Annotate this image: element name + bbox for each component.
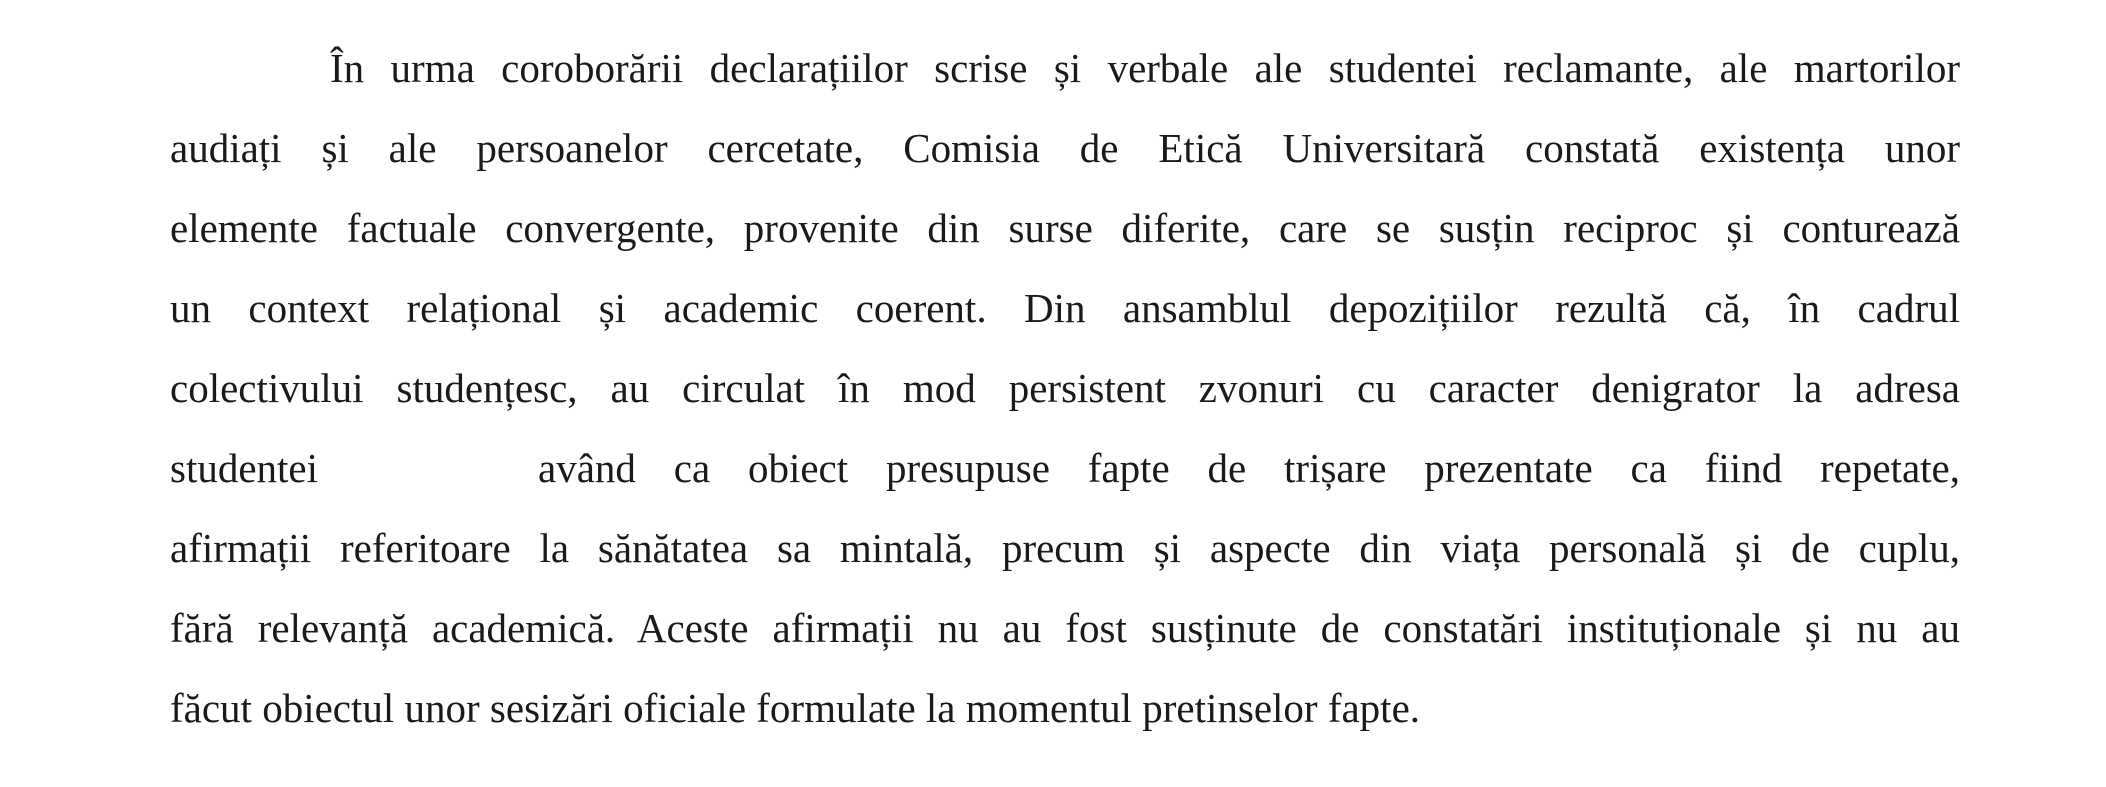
paragraph-line-4: un context relațional și academic coerent. Din ansamblul depozițiilor rezultă că, în cadrul: [170, 285, 1960, 331]
paragraph-line-6: [170, 428, 1960, 508]
paragraph-line-5: colectivului studențesc, au circulat în mod persistent zvonuri cu caracter denigrator la adresa: [170, 365, 1960, 411]
paragraph-line-9: făcut obiectul unor sesizări oficiale formulate la momentul pretinselor fapte.: [170, 685, 1421, 731]
paragraph-line-8: fără relevanță academică. Aceste afirmații nu au fost susținute de constatări instituționale și nu au: [170, 605, 1960, 651]
paragraph-line-2: audiați și ale persoanelor cercetate, Comisia de Etică Universitară constată existența unor: [170, 125, 1960, 171]
body-paragraph: [170, 28, 1960, 748]
line-6-end-text: având ca obiect presupuse fapte de trișare prezentate ca fiind repetate,: [538, 445, 1960, 491]
paragraph-line-1: În urma coroborării declarațiilor scrise și verbale ale studentei reclamante, ale martorilor: [330, 45, 1960, 91]
paragraph-line-7: afirmații referitoare la sănătatea sa mintală, precum și aspecte din viața personală și de cuplu,: [170, 525, 1960, 571]
line-6-start-text: studentei: [170, 445, 319, 491]
paragraph-line-3: elemente factuale convergente, provenite din surse diferite, care se susțin reciproc și conturează: [170, 205, 1960, 251]
